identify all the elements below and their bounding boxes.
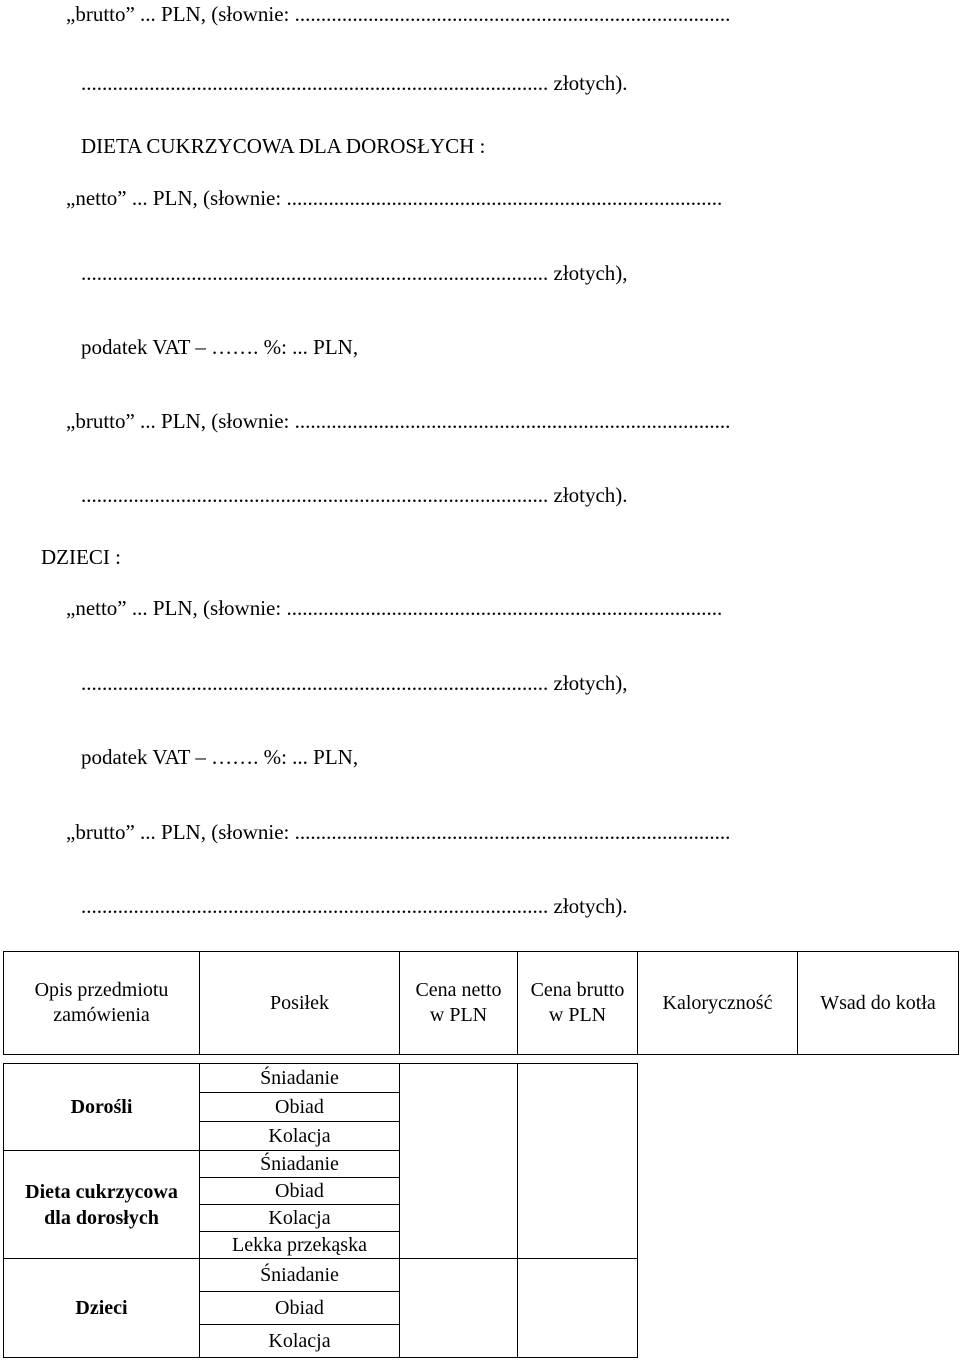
zlotych-line-4: ......................................................................................... złotych), — [81, 671, 628, 695]
header-opis: Opis przedmiotu zamówienia — [4, 952, 200, 1055]
meal-cell: Lekka przekąska — [200, 1232, 400, 1259]
vat-line-2: podatek VAT – ……. %: ... PLN, — [81, 745, 359, 769]
meal-cell: Kolacja — [200, 1325, 400, 1358]
row-label-dzieci: Dzieci — [4, 1259, 200, 1358]
meal-cell: Śniadanie — [200, 1064, 400, 1093]
price-table-body — [3, 1063, 959, 1358]
price-netto-cell[interactable] — [400, 1259, 518, 1358]
meal-cell: Obiad — [200, 1178, 400, 1205]
meal-cell: Obiad — [200, 1093, 400, 1122]
zlotych-line-2: ......................................................................................... złotych), — [81, 261, 628, 285]
zlotych-line-5: ......................................................................................... złotych). — [81, 894, 628, 918]
header-cena-brutto: Cena brutto w PLN — [518, 952, 638, 1055]
blank-area — [798, 1064, 959, 1358]
price-brutto-cell[interactable] — [518, 1064, 638, 1259]
row-label-dieta-cukrzycowa: Dieta cukrzycowa dla dorosłych — [4, 1151, 200, 1259]
header-posilek: Posiłek — [200, 952, 400, 1055]
price-netto-cell[interactable] — [400, 1064, 518, 1259]
section-heading-diabetic-adults: DIETA CUKRZYCOWA DLA DOROSŁYCH : — [81, 134, 486, 158]
netto-line-2: „netto” ... PLN, (słownie: ................................................................................... — [66, 596, 723, 620]
zlotych-line-1: ......................................................................................... złotych). — [81, 71, 628, 95]
zlotych-line-3: ......................................................................................... złotych). — [81, 483, 628, 507]
meal-cell: Kolacja — [200, 1122, 400, 1151]
netto-line-1: „netto” ... PLN, (słownie: ................................................................................... — [66, 186, 723, 210]
header-cena-netto: Cena netto w PLN — [400, 952, 518, 1055]
brutto-line-2: „brutto” ... PLN, (słownie: ................................................................................... — [66, 409, 731, 433]
row-label-dorosli: Dorośli — [4, 1064, 200, 1151]
blank-area — [638, 1064, 798, 1358]
price-brutto-cell[interactable] — [518, 1259, 638, 1358]
meal-cell: Kolacja — [200, 1205, 400, 1232]
section-heading-children: DZIECI : — [41, 545, 121, 569]
vat-line-1: podatek VAT – ……. %: ... PLN, — [81, 335, 359, 359]
table-row — [4, 1064, 959, 1093]
header-kalorycznosc: Kaloryczność — [638, 952, 798, 1055]
header-wsad: Wsad do kotła — [798, 952, 959, 1055]
price-table-header — [3, 951, 959, 1055]
meal-cell: Śniadanie — [200, 1151, 400, 1178]
meal-cell: Śniadanie — [200, 1259, 400, 1292]
meal-cell: Obiad — [200, 1292, 400, 1325]
brutto-line-3: „brutto” ... PLN, (słownie: ................................................................................... — [66, 820, 731, 844]
brutto-line-1: „brutto” ... PLN, (słownie: ................................................................................... — [66, 2, 731, 26]
